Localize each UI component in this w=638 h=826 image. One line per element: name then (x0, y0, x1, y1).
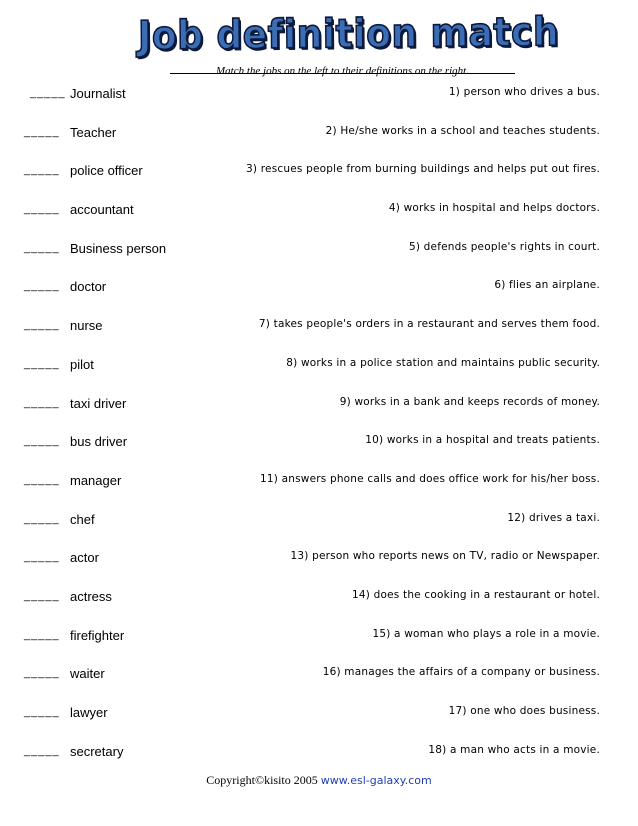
match-row (0, 161, 638, 200)
page-title: Job definition match (138, 9, 560, 60)
job-definition: 4) works in hospital and helps doctors. (388, 202, 600, 215)
match-row (0, 703, 638, 742)
match-row (0, 84, 638, 123)
job-name: actor (70, 550, 99, 566)
job-definition: 1) person who drives a bus. (448, 86, 600, 98)
job-definition: 5) defends people's rights in court. (408, 240, 600, 253)
match-row (0, 548, 638, 587)
job-definition: 8) works in a police station and maintains public security. (286, 356, 600, 369)
match-row (0, 432, 638, 471)
copyright-text: Copyright©kisito 2005 (206, 773, 321, 787)
answer-blank[interactable]: _____ (24, 512, 60, 525)
job-definition: 18) a man who acts in a movie. (428, 743, 600, 756)
match-row (0, 587, 638, 626)
answer-blank[interactable]: _____ (24, 551, 60, 564)
job-name: accountant (70, 202, 134, 218)
match-row (0, 471, 638, 510)
job-definition: 6) flies an airplane. (494, 279, 600, 292)
job-definition: 15) a woman who plays a role in a movie. (372, 627, 600, 640)
job-name: Business person (70, 240, 167, 256)
answer-blank[interactable]: _____ (30, 87, 66, 99)
job-name: Teacher (70, 124, 117, 140)
answer-blank[interactable]: _____ (24, 667, 60, 680)
answer-blank[interactable]: _____ (24, 473, 60, 486)
job-definition: 10) works in a hospital and treats patients. (365, 434, 600, 447)
job-name: manager (70, 472, 122, 488)
match-list (0, 84, 638, 780)
answer-blank[interactable]: _____ (24, 203, 60, 216)
footer (0, 773, 638, 788)
title-container (0, 9, 638, 60)
job-definition: 11) answers phone calls and does office work for his/her boss. (260, 472, 600, 485)
job-name: nurse (70, 318, 103, 334)
job-definition: 17) one who does business. (448, 705, 600, 717)
job-definition: 13) person who reports news on TV, radio or Newspaper. (290, 550, 600, 563)
answer-blank[interactable]: _____ (24, 319, 60, 332)
job-name: doctor (70, 279, 107, 295)
job-name: lawyer (70, 705, 108, 720)
answer-blank[interactable]: _____ (24, 280, 60, 293)
answer-blank[interactable]: _____ (24, 241, 60, 254)
job-definition: 2) He/she works in a school and teaches students. (325, 124, 600, 137)
job-name: actress (70, 588, 112, 604)
match-row (0, 200, 638, 239)
answer-blank[interactable]: _____ (24, 435, 60, 448)
answer-blank[interactable]: _____ (24, 164, 60, 177)
answer-blank[interactable]: _____ (24, 396, 60, 409)
job-definition: 14) does the cooking in a restaurant or hotel. (352, 588, 600, 601)
job-name: police officer (70, 163, 143, 179)
job-definition: 9) works in a bank and keeps records of money. (339, 395, 600, 408)
job-name: Journalist (70, 86, 126, 101)
job-name: chef (70, 511, 95, 527)
match-row (0, 277, 638, 316)
answer-blank[interactable]: _____ (24, 589, 60, 602)
match-row (0, 510, 638, 549)
job-definition: 16) manages the affairs of a company or business. (322, 666, 600, 679)
match-row (0, 239, 638, 278)
answer-blank[interactable]: _____ (24, 357, 60, 370)
job-name: bus driver (70, 434, 128, 450)
job-definition: 7) takes people's orders in a restaurant and serves them food. (258, 318, 600, 331)
match-row (0, 316, 638, 355)
job-name: secretary (70, 743, 124, 759)
website-link[interactable]: www.esl-galaxy.com (320, 774, 432, 787)
job-name: waiter (70, 666, 105, 682)
answer-blank[interactable]: _____ (24, 125, 60, 138)
answer-blank[interactable]: _____ (24, 744, 60, 757)
job-definition: 12) drives a taxi. (507, 511, 600, 524)
match-row (0, 626, 638, 665)
job-name: taxi driver (70, 395, 127, 411)
job-name: pilot (70, 356, 94, 372)
answer-blank[interactable]: _____ (24, 706, 60, 718)
answer-blank[interactable]: _____ (24, 628, 60, 641)
match-row (0, 394, 638, 433)
match-row (0, 355, 638, 394)
job-name: firefighter (70, 627, 125, 643)
job-definition: 3) rescues people from burning buildings and helps put out fires. (246, 163, 600, 176)
instructions: Match the jobs on the left to their definitions on the right. (216, 65, 469, 77)
match-row (0, 123, 638, 162)
match-row (0, 664, 638, 703)
